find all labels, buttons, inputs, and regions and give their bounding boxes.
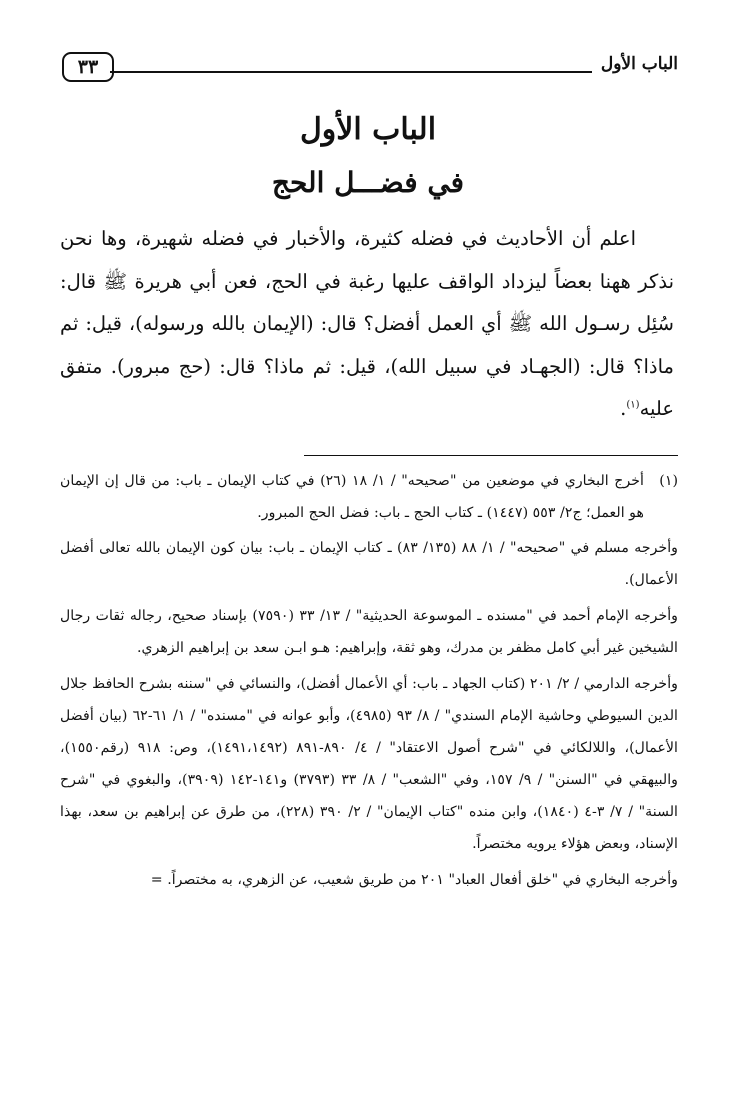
main-paragraph-text: اعلم أن الأحاديث في فضله كثيرة، والأخبار في فضله شهيرة، وها نحن نذكر ههنا بعضاً ليزداد الواقف عليها رغبة في الحج، فعن أبي هريرة ﷺ قال: سُئِل رسـول الله ﷺ أي العمل أفضل؟ قال: (الإيمان بالله ورسوله)، قيل: ثم ماذا؟ قال: (الجهـاد في سبيل الله)، قيل: ثم ماذا؟ قال: (حج مبرور). متفق عليه bbox=[60, 227, 674, 420]
footnotes bbox=[60, 465, 678, 900]
footnote-1 bbox=[60, 465, 678, 529]
footnote-separator bbox=[304, 455, 678, 456]
footnote-number: (١) bbox=[659, 473, 678, 489]
footnote-reference[interactable]: (١) bbox=[626, 399, 640, 411]
running-header bbox=[62, 52, 678, 88]
footnote-paragraph: أخرج البخاري في موضعين من "صحيحه" / ١/ ١٨ (٢٦) في كتاب الإيمان ـ باب: من قال إن الإيمان هو العمل؛ ج٢/ ٥٥٣ (١٤٤٧) ـ كتاب الحج ـ باب: فضل الحج المبرور. bbox=[60, 473, 644, 521]
footnote-paragraph: وأخرجه البخاري في "خلق أفعال العباد" ٢٠١ من طريق شعيب، عن الزهري، به مختصراً. = bbox=[150, 872, 678, 888]
chapter-subtitle: في فضـــل الحج bbox=[271, 166, 465, 199]
running-title: الباب الأول bbox=[600, 54, 678, 74]
page-number-box bbox=[62, 52, 114, 82]
footnote-paragraph: وأخرجه الدارمي / ٢/ ٢٠١ (كتاب الجهاد ـ باب: أي الأعمال أفضل)، والنسائي في "سننه بشرح الحافظ جلال الدين السيوطي وحاشية الإمام السندي" / ٨/ ٩٣ (٤٩٨٥)، وأبو عوانه في "مسنده" / ١/ ٦١-٦٢ (بيان أفضل الأعمال)، واللالكائي في "شرح أصول الاعتقاد" / ٤/ ٨٩٠-٨٩١ (١٤٩١،١٤٩٢)، وص: ٩١٨ (رقم١٥٥٠)، والبيهقي في "السنن" / ٩/ ١٥٧، وفي "الشعب" / ٨/ ٣٣ (٣٧٩٣) و١٤١-١٤٢ (٣٩٠٩)، والبغوي في "شرح السنة" / ٧/ ٣-٤ (١٨٤٠)، وابن منده "كتاب الإيمان" / ٢/ ٣٩٠ (٢٢٨)، من طرق عن إبراهيم بن سعد، بهذا الإسناد، وبعض هؤلاء يرويه مختصراً. bbox=[60, 676, 679, 852]
main-paragraph: اعلم أن الأحاديث في فضله كثيرة، والأخبار في فضله شهيرة، وها نحن نذكر ههنا بعضاً ليزداد الواقف عليها رغبة في الحج، فعن أبي هريرة ﷺ قال: سُئِل رسـول الله ﷺ أي العمل أفضل؟ قال: (الإيمان بالله ورسوله)، قيل: ثم ماذا؟ قال: (الجهـاد في سبيل الله)، قيل: ثم ماذا؟ قال: (حج مبرور). متفق عليه$^{(١)}$. bbox=[60, 227, 674, 420]
main-text bbox=[60, 218, 674, 431]
footnote-paragraph: وأخرجه الإمام أحمد في "مسنده ـ الموسوعة الحديثية" / ١٣/ ٣٣ (٧٥٩٠) بإسناد صحيح، رجاله ثقات رجال الشيخين غير أبي كامل مظفر بن مدرك، وهو ثقة، وإبراهيم: هـو ابـن سعد بن إبراهيم الزهري. bbox=[60, 608, 679, 656]
footnote-paragraph: وأخرجه مسلم في "صحيحه" / ١/ ٨٨ (١٣٥/ ٨٣) ـ كتاب الإيمان ـ باب: بيان كون الإيمان بالله تعالى أفضل الأعمال). bbox=[60, 540, 679, 588]
chapter-title: الباب الأول bbox=[299, 112, 437, 147]
header-rule bbox=[110, 71, 592, 73]
page-number: ٣٣ bbox=[77, 56, 99, 78]
